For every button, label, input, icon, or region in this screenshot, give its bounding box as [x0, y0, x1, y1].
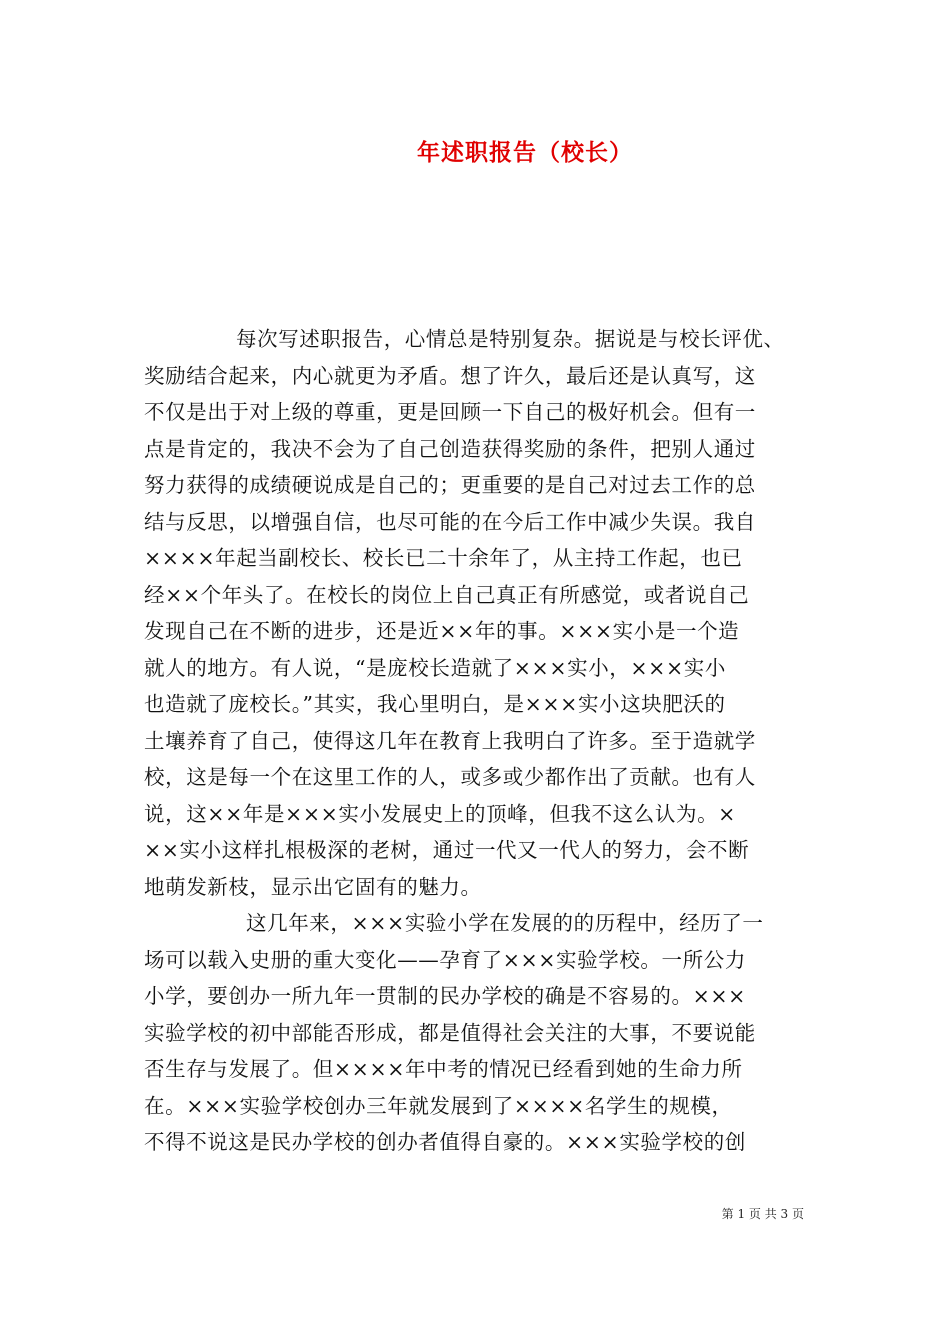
- text-line: 在。×××实验学校创办三年就发展到了××××名学生的规模，: [144, 1093, 733, 1118]
- text-line: ××××年起当副校长、校长已二十余年了，从主持工作起，也已: [144, 546, 743, 570]
- document-title: 年述职报告（校长）: [417, 139, 633, 166]
- page-number-footer: 第 1 页 共 3 页: [721, 1207, 804, 1221]
- text-line: 经××个年头了。在校长的岗位上自己真正有所感觉，或者说自己: [144, 582, 750, 607]
- text-line: 说，这××年是×××实小发展史上的顶峰，但我不这么认为。×: [144, 801, 736, 826]
- text-line: 每次写述职报告，心情总是特别复杂。据说是与校长评优、: [236, 327, 785, 351]
- text-line: 否生存与发展了。但××××年中考的情况已经看到她的生命力所: [144, 1057, 743, 1081]
- paragraph-1: [144, 321, 810, 905]
- text-line: 校，这是每一个在这里工作的人，或多或少都作出了贡献。也有人: [144, 765, 756, 789]
- text-line: 不仅是出于对上级的尊重，更是回顾一下自己的极好机会。但有一: [144, 400, 756, 424]
- text-line: 地萌发新枝，显示出它固有的魅力。: [144, 874, 482, 899]
- text-line: 结与反思，以增强自信，也尽可能的在今后工作中减少失误。我自: [144, 509, 756, 534]
- text-line: 土壤养育了自己，使得这几年在教育上我明白了许多。至于造就学: [144, 728, 756, 753]
- text-line: 点是肯定的，我决不会为了自己创造获得奖励的条件，把别人通过: [144, 436, 756, 461]
- document-body: [144, 321, 810, 1161]
- text-line: 发现自己在不断的进步，还是近××年的事。×××实小是一个造: [144, 619, 740, 643]
- paragraph-2: [144, 905, 810, 1161]
- text-line: 这几年来，×××实验小学在发展的的历程中，经历了一: [246, 911, 764, 935]
- text-line: 努力获得的成绩硬说成是自己的；更重要的是自己对过去工作的总: [144, 473, 756, 497]
- text-line: 实验学校的初中部能否形成，都是值得社会关注的大事，不要说能: [144, 1020, 756, 1045]
- text-line: 也造就了庞校长。”其实，我心里明白，是×××实小这块肥沃的: [144, 692, 726, 716]
- text-line: ××实小这样扎根极深的老树，通过一代又一代人的努力，会不断: [144, 838, 750, 862]
- text-line: 小学，要创办一所九年一贯制的民办学校的确是不容易的。×××: [144, 984, 746, 1008]
- text-line: 不得不说这是民办学校的创办者值得自豪的。×××实验学校的创: [144, 1130, 746, 1154]
- text-line: 场可以载入史册的重大变化——孕育了×××实验学校。一所公力: [144, 947, 746, 972]
- text-line: 奖励结合起来，内心就更为矛盾。想了许久，最后还是认真写，这: [144, 363, 756, 388]
- text-line: 就人的地方。有人说，“是庞校长造就了×××实小，×××实小: [144, 655, 726, 680]
